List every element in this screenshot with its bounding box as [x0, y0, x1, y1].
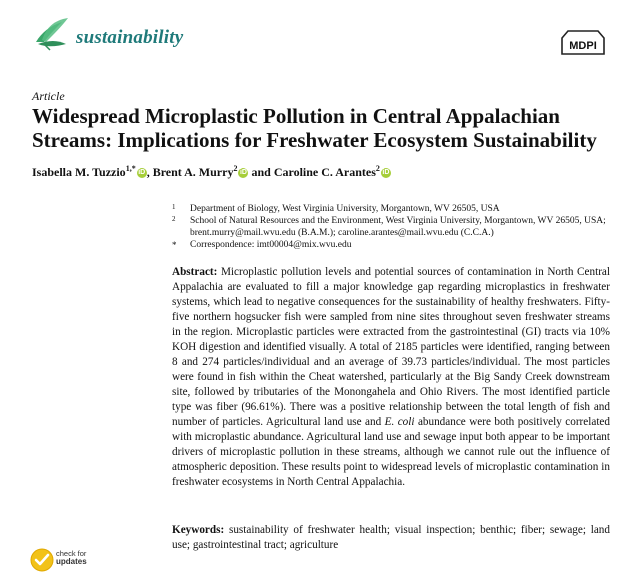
- abstract-italic-term: E. coli: [384, 416, 415, 428]
- affiliation-emails[interactable]: brent.murry@mail.wvu.edu (B.A.M.); caroline.arantes@mail.wvu.edu (C.C.A.): [190, 228, 494, 238]
- abstract: [172, 265, 610, 490]
- article-type: Article: [32, 89, 65, 103]
- author-name[interactable]: Isabella M. Tuzzio: [32, 165, 126, 179]
- mdpi-logo-icon[interactable]: [560, 28, 606, 56]
- author-affiliation-marks: 2: [375, 164, 380, 173]
- updates-line1: check for: [56, 549, 87, 558]
- author-separator: ,: [146, 165, 153, 179]
- author-separator: and: [248, 165, 274, 179]
- affiliation-text: Department of Biology, West Virginia University, Morgantown, WV 26505, USA: [190, 204, 500, 214]
- author-affiliation-marks: 2: [233, 164, 238, 173]
- check-for-updates-icon[interactable]: [30, 548, 54, 572]
- updates-line2: updates: [56, 557, 87, 566]
- affiliation-mark: 1: [172, 203, 176, 211]
- author-affiliation-marks: 1,*: [125, 164, 136, 173]
- orcid-icon[interactable]: iD: [239, 169, 247, 176]
- journal-name[interactable]: sustainability: [76, 27, 184, 48]
- affiliation-mark: *: [172, 240, 177, 250]
- affiliation-text: School of Natural Resources and the Environment, West Virginia University, Morgantown, WV 26505, USA;: [190, 216, 606, 226]
- keywords-label: Keywords:: [172, 524, 225, 536]
- author-name[interactable]: Caroline C. Arantes: [273, 165, 376, 179]
- orcid-icon[interactable]: iD: [382, 169, 390, 176]
- author-list: [32, 164, 391, 180]
- check-for-updates-link[interactable]: [56, 550, 87, 566]
- abstract-label: Abstract:: [172, 266, 218, 278]
- abstract-text: abundance were both positively correlated with microplastic abundance. Agricultural land use and sewage input both appear to be important drivers of microplastic pollution in these streams, although we cannot rule out the influence of atmospheric deposition. These results point to widespread levels of microplastic contamination in freshwater ecosystems in North Central Appalachia.: [172, 416, 610, 488]
- keywords-text: sustainability of freshwater health; visual inspection; benthic; fiber; sewage; land use; gastrointestinal tract; agriculture: [172, 524, 610, 551]
- journal-leaf-logo-icon: [32, 14, 72, 54]
- author-name[interactable]: Brent A. Murry: [152, 165, 234, 179]
- publisher-name: MDPI: [569, 40, 597, 52]
- orcid-icon[interactable]: iD: [138, 169, 146, 176]
- correspondence-text[interactable]: Correspondence: imt00004@mix.wvu.edu: [190, 240, 352, 250]
- affiliation-mark: 2: [172, 215, 176, 223]
- abstract-text: Microplastic pollution levels and potential sources of contamination in North Central Appalachia are evaluated to fill a major knowledge gap regarding microplastics in freshwater systems, which lead to negative consequences for the sustainability of healthy freshwaters. Fifty-five northern hogsucker fish were sampled from nine sites throughout seven freshwater streams in the region. Microplastic particles were extracted from the gastrointestinal (GI) tracts via 10% KOH digestion and identified visually. A total of 2185 particles were identified, ranging between 8 and 274 particles/individual and an average of 39.73 particles/individual. The most particles were found in fish within the Cheat watershed, particularly at the Big Sandy Creek downstream site, followed by tributaries of the Monongahela and Ohio Rivers. The most identified particle type was fiber (96.61%). There was a positive relationship between the total length of fish and number of particles. Agricultural land use and: [172, 266, 610, 428]
- keywords: [172, 523, 610, 553]
- article-title: Widespread Microplastic Pollution in Central Appalachian Streams: Implications for Freshwater Ecosystem Sustainability: [32, 104, 597, 152]
